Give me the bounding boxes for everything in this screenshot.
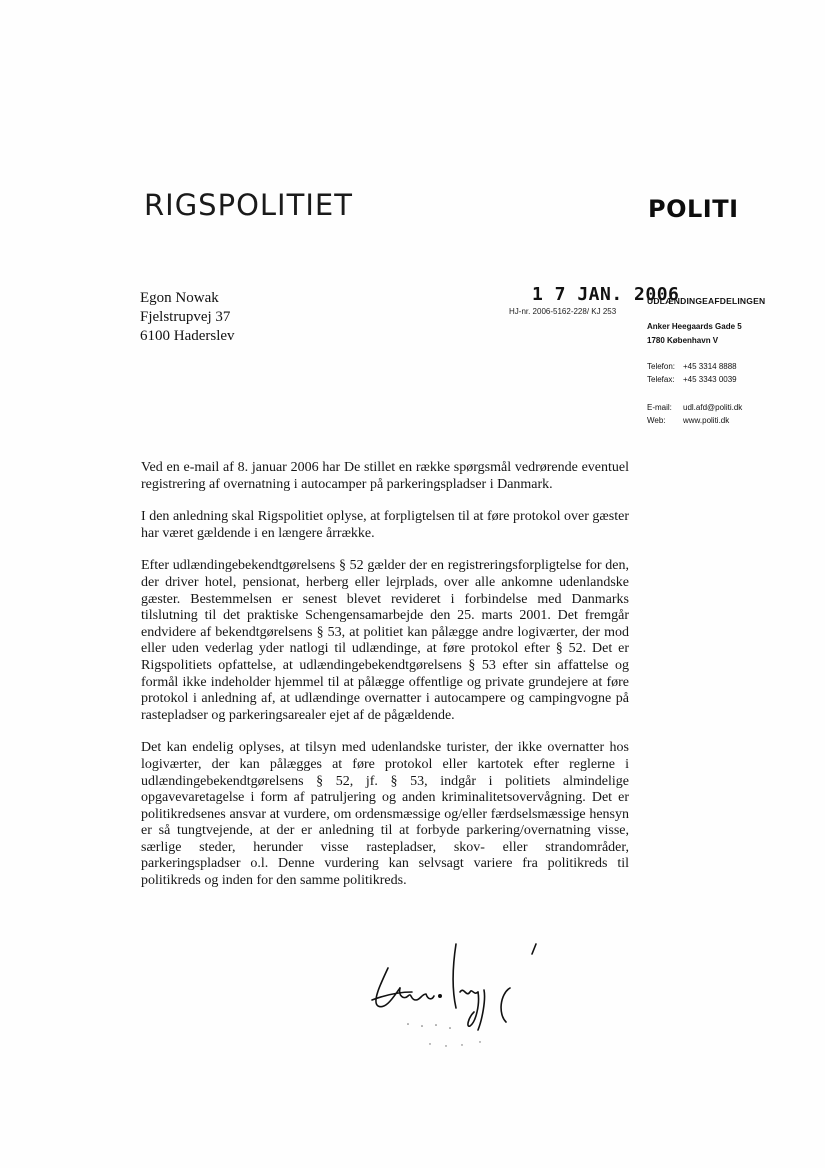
web-label: Web:: [647, 416, 666, 425]
email-value: udl.afd@politi.dk: [683, 403, 743, 412]
web-value: www.politi.dk: [683, 416, 730, 425]
phone-value: +45 3314 8888: [683, 362, 737, 371]
sender-city: 1780 København V: [647, 336, 719, 345]
fax-value: +45 3343 0039: [683, 375, 737, 384]
sender-department: UDLÆNDINGEAFDELINGEN: [647, 296, 766, 306]
paragraph: Efter udlændingebekendtgørelsens § 52 gælder der en registreringsforpligtelse for den, der driver hotel, pensionat, herberg eller lejrplads, over alle ankomne udenlandske gæster. Bestemmelsen er senest blevet revideret i forbindelse med Danmarks tilslutning til det praktiske Schengensamarbejde den 25. marts 2001. Det fremgår endvidere af bekendtgørelsens § 53, at politiet kan pålægge andre logiværter, der mod eller uden vederlag yder natlogi til udlændinge, at føre protokol efter § 52. Det er Rigspolitiets opfattelse, at udlændingebekendtgørelsens § 53 efter sin affattelse og formål ikke indeholder hjemmel til at pålægge offentlige og private grundejere at føre protokol i anledning af, at udlændinge overnatter i autocampere og campingvogne på rastepladser og parkeringsarealer ejet af de pågældende.: [141, 558, 629, 723]
sender-phone: [647, 362, 737, 371]
recipient-street: Fjelstrupvej 37: [140, 309, 231, 325]
letter-body: [141, 460, 629, 906]
sender-web: [647, 416, 729, 425]
email-label: E-mail:: [647, 403, 672, 412]
recipient-name: Egon Nowak: [140, 290, 219, 306]
sender-fax: [647, 375, 737, 384]
politi-logo: POLITI: [648, 195, 739, 223]
letterhead-organization: RIGSPOLITIET: [144, 188, 353, 222]
recipient-address: [140, 289, 235, 346]
paragraph: Det kan endelig oplyses, at tilsyn med udenlandske turister, der ikke overnatter hos logiværter, der kan pålægges at føre protokol eller kartotek efter reglerne i udlændingebekendtgørelsens § 52, jf. § 53, indgår i politiets almindelige opgavevaretagelse i form af patruljering og anden kriminalitetsovervågning. Det er politikredsenes ansvar at vurdere, om ordensmæssige og/eller færdselsmæssige hensyn er så tungtvejende, at der er anledning til at forbyde parkering/overnatning visse, særlige steder, herunder visse rastepladser, skov- eller strandområder, parkeringspladser o.l. Denne vurdering kan selvsagt variere fra politikreds til politikreds og inden for den samme politikreds.: [141, 740, 629, 889]
date-stamp: 1 7 JAN. 2006: [532, 284, 680, 305]
phone-label: Telefon:: [647, 362, 676, 371]
sender-email: [647, 403, 742, 412]
fax-label: Telefax:: [647, 375, 675, 384]
paragraph: I den anledning skal Rigspolitiet oplyse, at forpligtelsen til at føre protokol over gæster har været gældende i en længere årrække.: [141, 509, 629, 541]
sender-street: Anker Heegaards Gade 5: [647, 322, 742, 331]
handwritten-signature: [360, 930, 560, 1060]
reference-number: HJ-nr. 2006-5162-228/ KJ 253: [509, 307, 617, 316]
recipient-city: 6100 Haderslev: [140, 328, 235, 344]
paragraph: Ved en e-mail af 8. januar 2006 har De stillet en række spørgsmål vedrørende eventuel registrering af overnatning i autocamper på parkeringspladser i Danmark.: [141, 460, 629, 492]
